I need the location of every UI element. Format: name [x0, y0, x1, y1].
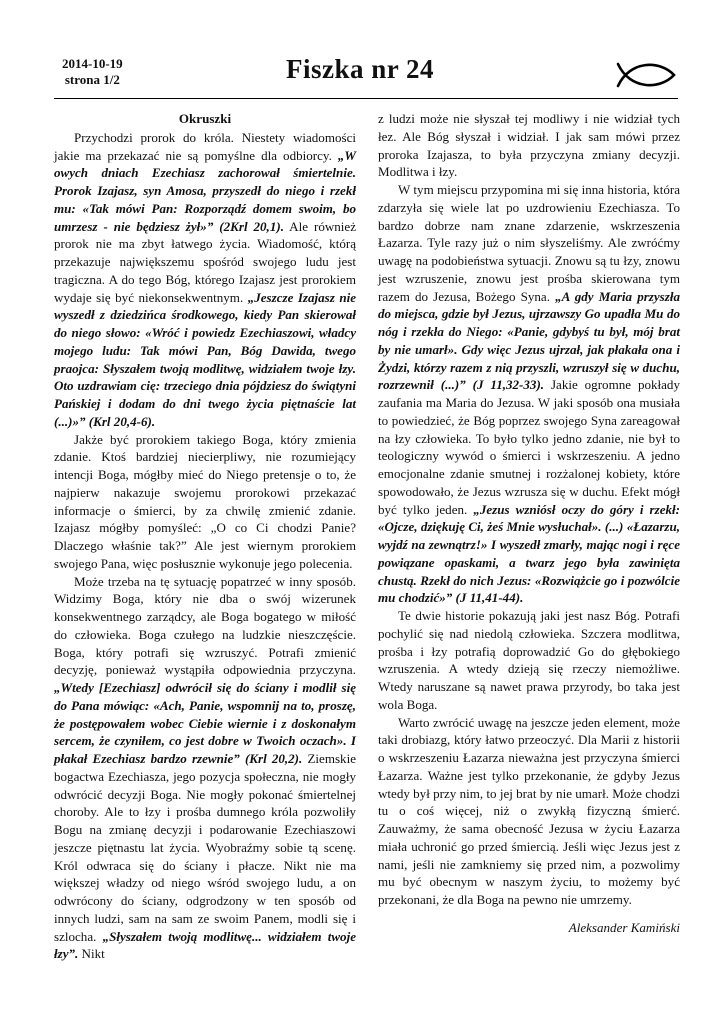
paragraph-text: Przychodzi prorok do króla. Niestety wiadomości jakie ma przekazać nie są pomyślne dla odbiorcy. — [54, 129, 356, 163]
scripture-quote: „A gdy Maria przyszła do miejsca, gdzie był Jezus, ujrzawszy Go upadła Mu do nóg i rzekła do Niego: «Panie, gdybyś tu był, mój brat by nie umarł». Gdy więc Jezus ujrzał, jak płakała ona i Żydzi, którzy razem z nią przyszli, wzruszył się w duchu, rozrzewnił (...)” (J 11,32-33). — [378, 288, 680, 393]
paragraph-text: W tym miejscu przypomina mi się inna historia, która zdarzyła się wiele lat po uzdrowieniu Ezechiasza. To bardzo dobrze nam znane zdarzenie, wskrzeszenia Łazarza. Tyle razy już o nim słyszeliśmy. Ale zwróćmy uwagę na podobieństwa sytuacji. Znowu są tu łzy, znowu jest wzruszenie, znowu jest prośba skierowana tym razem do Jezusa, Bożego Syna. — [378, 182, 680, 304]
left-column — [54, 110, 356, 980]
ichthys-fish-icon — [616, 60, 676, 90]
scripture-quote: „Jezus wzniósł oczy do góry i rzekł: «Ojcze, dziękuję Ci, żeś Mnie wysłuchał». (...) «Łazarzu, wyjdź na zewnątrz!» I wyszedł zmarły, mając nogi i ręce powiązane opaskami, a twarz jego była zawinięta chustą. Rzekł do nich Jezus: «Rozwiążcie go i pozwólcie mu chodzić»” (J 11,41-44). — [378, 501, 680, 606]
header-date-block — [62, 56, 123, 88]
paragraph-text: Może trzeba na tę sytuację popatrzeć w inny sposób. Widzimy Boga, który nie dba o swój wizerunek konsekwentnego zarządcy, ale Boga bogatego w miłość do człowieka. Boga czułego na ludzkie nieszczęście. Boga, który potrafi się wzruszyć. Potrafi zmienić decyzję, ponieważ wystąpiła odpowiednia przyczyna. — [54, 573, 356, 678]
paragraph — [378, 181, 680, 607]
page-header — [54, 52, 678, 99]
paragraph-text: Te dwie historie pokazują jaki jest nasz Bóg. Potrafi pochylić się nad niedolą człowieka. Szczera modlitwa, prośba i łzy potrafią doprowadzić Go do głębokiego wzruszenia. A wtedy dzieją się rzeczy niemożliwe. Wtedy naruszane są nawet prawa przyrody, bo taka jest wola Boga. — [378, 608, 680, 712]
scripture-quote: „W owych dniach Ezechiasz zachorował śmiertelnie. Prorok Izajasz, syn Amosa, przyszedł do niego i rzekł mu: «Tak mówi Pan: Rozporządź domem swoim, bo umrzesz - nie będziesz żył»” (2Krl 20,1). — [54, 147, 356, 234]
scripture-quote: „Słyszałem twoją modlitwę... widziałem twoje łzy”. — [54, 928, 356, 962]
article-author: Aleksander Kamiński — [568, 919, 680, 935]
right-column — [378, 110, 680, 980]
paragraph-text: Ziemskie bogactwa Ezechiasza, jego pozycja społeczna, nie mogły odwrócić decyzji Boga. Nie mogły pokonać śmiertelnej choroby. Ale to łzy i prośba dumnego króla pozwoliły Bogu na zmianę decyzji i podarowanie Ezechiaszowi jeszcze piętnastu lat życia. Wyobraźmy sobie tą scenę. Król odwraca się do ściany i płacze. Nikt nie ma większej władzy od niego wśród swojego ludu, a on odwrócony do ściany, odgrodzony w ten sposób od innych ludzi, sam na sam ze swoim Panem, modli się i szlocha. — [54, 751, 356, 944]
paragraph-text: Jakie ogromne pokłady zaufania ma Maria do Jezusa. W jaki sposób ona musiała to powiedzieć, że Bóg poprzez swojego Syna zareagował na łzy człowieka. To było tylko jedno zdanie, nie był to teologiczny wywód o śmierci i wskrzeszeniu. A jedno emocjonalne zdanie smutnej i rozżalonej kobiety, które spowodowało, że Jezus wzrusza się w duchu. Efekt mógł być tylko jeden. — [378, 377, 680, 517]
scripture-quote: „Jeszcze Izajasz nie wyszedł z dziedzińca środkowego, kiedy Pan skierował do niego słowo: «Wróć i powiedz Ezechiaszowi, władcy mojego ludu: Tak mówi Pan, Bóg Dawida, twego praojca: Słyszałem twoją modlitwę, widziałem twoje łzy. Oto uzdrawiam cię: trzeciego dnia pójdziesz do świątyni Pańskiej i dodam do dni twego życia piętnaście lat (...)»” (Krl 20,4-6). — [54, 289, 356, 429]
paragraph-text: z ludzi może nie słyszał tej modliwy i nie widział tych łez. Ale Bóg słyszał i widział. I jak sam mówi przez proroka Izajasza, to była przyczyna zmiany decyzji. Modlitwa i łzy. — [378, 111, 680, 180]
paragraph — [54, 129, 356, 431]
paragraph — [378, 110, 680, 181]
section-title: Okruszki — [178, 111, 232, 126]
page-title: Fiszka nr 24 — [286, 54, 435, 84]
paragraph — [54, 431, 356, 573]
paragraph-text: Ale również prorok nie ma zbyt łatwego życia. Wiadomość, którą przekazuje największemu spośród swojego ludu jest tragiczna. A do tego Bóg, którego Izajasz jest prorokiem wydaje się być niekonsekwentnym. — [54, 218, 356, 305]
paragraph — [378, 714, 680, 909]
paragraph-text: Nikt — [78, 946, 105, 962]
paragraph — [378, 607, 680, 714]
scripture-quote: „Wtedy [Ezechiasz] odwrócił się do ściany i modlił się do Pana mówiąc: «Ach, Panie, wspomnij na to, proszę, że postępowałem wobec Ciebie wiernie i z doskonałym sercem, że czyniłem, co jest dobre w Twoich oczach». I płakał Ezechiasz bardzo rzewnie” (Krl 20,2). — [54, 680, 356, 766]
header-date: 2014-10-19 — [62, 56, 123, 71]
paragraph — [54, 573, 356, 964]
header-page-number: strona 1/2 — [64, 72, 120, 87]
article-body — [54, 110, 680, 980]
paragraph-text: Warto zwrócić uwagę na jeszcze jeden element, może taki drobiazg, który łatwo przeoczyć. Dla Marii z historii o wskrzeszeniu Łazarza nieważna jest przyczyna śmierci Łazarza. Ważne jest tylko przekonanie, że gdyby Jezus wtedy był przy nim, to jej brat by nie umarł. Może chodzi tu o coś więcej, niż o zwykłą fizyczną śmierć. Zauważmy, że sama obecność Jezusa w życiu Łazarza miała uchronić go przed śmiercią. Jeśli więc Jezus jest z nami, jeśli nie zamkniemy się przed nim, a pozwolimy mu być obecnym w naszym życiu, to możemy być przekonani, że dla Boga na pewno nie umrzemy. — [378, 714, 680, 907]
paragraph-text: Jakże być prorokiem takiego Boga, który zmienia zdanie. Ktoś bardziej niecierpliwy, nie rozumiejący intencji Boga, mógłby mieć do Niego pretensje o to, że najpierw nakazuje swojemu prorokowi przekazać informacje o śmierci, by za chwilę zmienić zdanie. Izajasz mógłby pomyśleć: „O co Ci chodzi Panie? Dlaczego właśnie tak?” Ale jest wiernym prorokiem swojego Pana, więc posłusznie wykonuje jego polecenia. — [54, 431, 356, 571]
